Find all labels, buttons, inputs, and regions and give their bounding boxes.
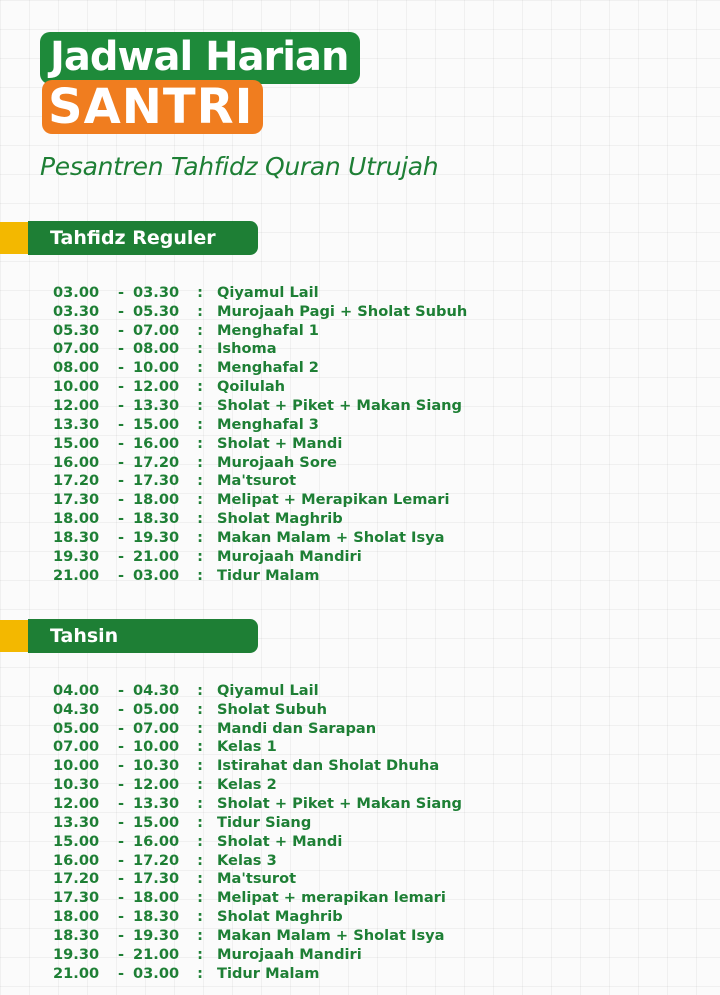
- time-separator: -: [117, 453, 125, 471]
- schedule-row: [53, 528, 467, 547]
- activity-label: Menghafal 1: [217, 321, 319, 339]
- activity-label: Ma'tsurot: [217, 472, 297, 490]
- end-time: 03.30: [133, 283, 180, 301]
- start-time: 07.00: [53, 340, 100, 358]
- end-time: 08.00: [133, 340, 180, 358]
- time-separator: -: [117, 757, 125, 775]
- end-time: 15.00: [133, 813, 180, 831]
- time-separator: -: [117, 434, 125, 452]
- activity-label: Murojaah Mandiri: [217, 945, 362, 963]
- colon-separator: :: [197, 889, 203, 907]
- start-time: 04.00: [53, 681, 100, 699]
- schedule-tahsin: [53, 681, 462, 983]
- schedule-row: [53, 471, 467, 490]
- end-time: 17.30: [133, 870, 180, 888]
- start-time: 16.00: [53, 453, 100, 471]
- start-time: 17.30: [53, 491, 100, 509]
- start-time: 21.00: [53, 566, 100, 584]
- start-time: 10.30: [53, 776, 100, 794]
- activity-label: Melipat + Merapikan Lemari: [217, 491, 450, 509]
- end-time: 05.00: [133, 700, 180, 718]
- colon-separator: :: [197, 491, 203, 509]
- schedule-row: [53, 434, 467, 453]
- end-time: 03.00: [133, 964, 180, 982]
- start-time: 16.00: [53, 851, 100, 869]
- end-time: 18.00: [133, 491, 180, 509]
- end-time: 07.00: [133, 719, 180, 737]
- time-separator: -: [117, 794, 125, 812]
- start-time: 12.00: [53, 396, 100, 414]
- time-separator: -: [117, 719, 125, 737]
- subtitle: Pesantren Tahfidz Quran Utrujah: [40, 152, 439, 181]
- colon-separator: :: [197, 851, 203, 869]
- end-time: 17.20: [133, 453, 180, 471]
- schedule-row: [53, 775, 462, 794]
- start-time: 10.00: [53, 757, 100, 775]
- colon-separator: :: [197, 396, 203, 414]
- activity-label: Qiyamul Lail: [217, 681, 319, 699]
- time-separator: -: [117, 776, 125, 794]
- time-separator: -: [117, 510, 125, 528]
- time-separator: -: [117, 851, 125, 869]
- colon-separator: :: [197, 719, 203, 737]
- time-separator: -: [117, 472, 125, 490]
- colon-separator: :: [197, 472, 203, 490]
- end-time: 21.00: [133, 547, 180, 565]
- start-time: 15.00: [53, 832, 100, 850]
- schedule-row: [53, 756, 462, 775]
- end-time: 05.30: [133, 302, 180, 320]
- start-time: 18.00: [53, 908, 100, 926]
- start-time: 04.30: [53, 700, 100, 718]
- time-separator: -: [117, 415, 125, 433]
- activity-label: Menghafal 3: [217, 415, 319, 433]
- schedule-row: [53, 566, 467, 585]
- colon-separator: :: [197, 547, 203, 565]
- activity-label: Murojaah Mandiri: [217, 547, 362, 565]
- end-time: 18.30: [133, 510, 180, 528]
- end-time: 16.00: [133, 434, 180, 452]
- colon-separator: :: [197, 738, 203, 756]
- time-separator: -: [117, 321, 125, 339]
- start-time: 19.30: [53, 945, 100, 963]
- activity-label: Sholat + Piket + Makan Siang: [217, 396, 463, 414]
- end-time: 18.30: [133, 908, 180, 926]
- time-separator: -: [117, 340, 125, 358]
- activity-label: Tidur Siang: [217, 813, 312, 831]
- activity-label: Sholat + Mandi: [217, 832, 343, 850]
- time-separator: -: [117, 870, 125, 888]
- time-separator: -: [117, 908, 125, 926]
- activity-label: Kelas 1: [217, 738, 277, 756]
- end-time: 13.30: [133, 794, 180, 812]
- start-time: 17.30: [53, 889, 100, 907]
- start-time: 07.00: [53, 738, 100, 756]
- activity-label: Tidur Malam: [217, 566, 320, 584]
- colon-separator: :: [197, 302, 203, 320]
- schedule-row: [53, 377, 467, 396]
- activity-label: Ma'tsurot: [217, 870, 297, 888]
- start-time: 13.30: [53, 415, 100, 433]
- time-separator: -: [117, 738, 125, 756]
- section-header-tahsin: Tahsin: [28, 619, 258, 653]
- colon-separator: :: [197, 378, 203, 396]
- title-santri: SANTRI: [42, 80, 263, 134]
- activity-label: Melipat + merapikan lemari: [217, 889, 446, 907]
- time-separator: -: [117, 945, 125, 963]
- schedule-row: [53, 302, 467, 321]
- end-time: 17.30: [133, 472, 180, 490]
- colon-separator: :: [197, 566, 203, 584]
- time-separator: -: [117, 396, 125, 414]
- schedule-row: [53, 453, 467, 472]
- colon-separator: :: [197, 434, 203, 452]
- time-separator: -: [117, 491, 125, 509]
- colon-separator: :: [197, 340, 203, 358]
- end-time: 15.00: [133, 415, 180, 433]
- colon-separator: :: [197, 776, 203, 794]
- section-accent-tahsin: [0, 620, 30, 652]
- colon-separator: :: [197, 757, 203, 775]
- colon-separator: :: [197, 945, 203, 963]
- end-time: 10.00: [133, 359, 180, 377]
- colon-separator: :: [197, 359, 203, 377]
- activity-label: Qiyamul Lail: [217, 283, 319, 301]
- activity-label: Sholat Subuh: [217, 700, 327, 718]
- end-time: 17.20: [133, 851, 180, 869]
- end-time: 16.00: [133, 832, 180, 850]
- start-time: 08.00: [53, 359, 100, 377]
- activity-label: Murojaah Sore: [217, 453, 337, 471]
- schedule-row: [53, 547, 467, 566]
- activity-label: Sholat Maghrib: [217, 908, 343, 926]
- colon-separator: :: [197, 794, 203, 812]
- colon-separator: :: [197, 528, 203, 546]
- activity-label: Kelas 3: [217, 851, 277, 869]
- schedule-row: [53, 283, 467, 302]
- schedule-row: [53, 869, 462, 888]
- schedule-row: [53, 415, 467, 434]
- colon-separator: :: [197, 321, 203, 339]
- end-time: 18.00: [133, 889, 180, 907]
- activity-label: Murojaah Pagi + Sholat Subuh: [217, 302, 468, 320]
- colon-separator: :: [197, 870, 203, 888]
- activity-label: Istirahat dan Sholat Dhuha: [217, 757, 440, 775]
- time-separator: -: [117, 964, 125, 982]
- activity-label: Makan Malam + Sholat Isya: [217, 926, 445, 944]
- schedule-row: [53, 964, 462, 983]
- start-time: 19.30: [53, 547, 100, 565]
- end-time: 13.30: [133, 396, 180, 414]
- time-separator: -: [117, 681, 125, 699]
- schedule-row: [53, 700, 462, 719]
- title-main: Jadwal Harian: [40, 32, 360, 84]
- time-separator: -: [117, 283, 125, 301]
- schedule-row: [53, 681, 462, 700]
- end-time: 19.30: [133, 926, 180, 944]
- colon-separator: :: [197, 926, 203, 944]
- colon-separator: :: [197, 453, 203, 471]
- end-time: 04.30: [133, 681, 180, 699]
- colon-separator: :: [197, 681, 203, 699]
- activity-label: Sholat + Mandi: [217, 434, 343, 452]
- time-separator: -: [117, 566, 125, 584]
- activity-label: Makan Malam + Sholat Isya: [217, 528, 445, 546]
- start-time: 13.30: [53, 813, 100, 831]
- start-time: 17.20: [53, 472, 100, 490]
- time-separator: -: [117, 700, 125, 718]
- activity-label: Tidur Malam: [217, 964, 320, 982]
- time-separator: -: [117, 528, 125, 546]
- time-separator: -: [117, 813, 125, 831]
- section-accent-reguler: [0, 222, 30, 254]
- activity-label: Qoilulah: [217, 378, 286, 396]
- colon-separator: :: [197, 813, 203, 831]
- end-time: 12.00: [133, 776, 180, 794]
- time-separator: -: [117, 926, 125, 944]
- schedule-row: [53, 340, 467, 359]
- activity-label: Kelas 2: [217, 776, 277, 794]
- schedule-row: [53, 945, 462, 964]
- start-time: 15.00: [53, 434, 100, 452]
- schedule-row: [53, 888, 462, 907]
- schedule-row: [53, 813, 462, 832]
- start-time: 10.00: [53, 378, 100, 396]
- time-separator: -: [117, 378, 125, 396]
- activity-label: Menghafal 2: [217, 359, 319, 377]
- time-separator: -: [117, 302, 125, 320]
- colon-separator: :: [197, 415, 203, 433]
- schedule-row: [53, 851, 462, 870]
- time-separator: -: [117, 547, 125, 565]
- schedule-reguler: [53, 283, 467, 585]
- colon-separator: :: [197, 908, 203, 926]
- end-time: 10.30: [133, 757, 180, 775]
- end-time: 19.30: [133, 528, 180, 546]
- end-time: 12.00: [133, 378, 180, 396]
- schedule-row: [53, 794, 462, 813]
- title-block: [40, 32, 360, 134]
- start-time: 05.00: [53, 719, 100, 737]
- start-time: 12.00: [53, 794, 100, 812]
- schedule-row: [53, 738, 462, 757]
- start-time: 21.00: [53, 964, 100, 982]
- time-separator: -: [117, 359, 125, 377]
- colon-separator: :: [197, 510, 203, 528]
- start-time: 03.30: [53, 302, 100, 320]
- schedule-row: [53, 358, 467, 377]
- activity-label: Ishoma: [217, 340, 277, 358]
- activity-label: Mandi dan Sarapan: [217, 719, 377, 737]
- start-time: 18.30: [53, 528, 100, 546]
- start-time: 05.30: [53, 321, 100, 339]
- end-time: 03.00: [133, 566, 180, 584]
- schedule-row: [53, 832, 462, 851]
- colon-separator: :: [197, 964, 203, 982]
- colon-separator: :: [197, 832, 203, 850]
- schedule-row: [53, 321, 467, 340]
- schedule-row: [53, 719, 462, 738]
- start-time: 03.00: [53, 283, 100, 301]
- start-time: 18.00: [53, 510, 100, 528]
- activity-label: Sholat + Piket + Makan Siang: [217, 794, 463, 812]
- section-header-reguler: Tahfidz Reguler: [28, 221, 258, 255]
- start-time: 17.20: [53, 870, 100, 888]
- time-separator: -: [117, 889, 125, 907]
- time-separator: -: [117, 832, 125, 850]
- activity-label: Sholat Maghrib: [217, 510, 343, 528]
- schedule-row: [53, 490, 467, 509]
- start-time: 18.30: [53, 926, 100, 944]
- schedule-row: [53, 926, 462, 945]
- end-time: 21.00: [133, 945, 180, 963]
- end-time: 07.00: [133, 321, 180, 339]
- colon-separator: :: [197, 700, 203, 718]
- colon-separator: :: [197, 283, 203, 301]
- end-time: 10.00: [133, 738, 180, 756]
- schedule-row: [53, 396, 467, 415]
- schedule-row: [53, 907, 462, 926]
- schedule-row: [53, 509, 467, 528]
